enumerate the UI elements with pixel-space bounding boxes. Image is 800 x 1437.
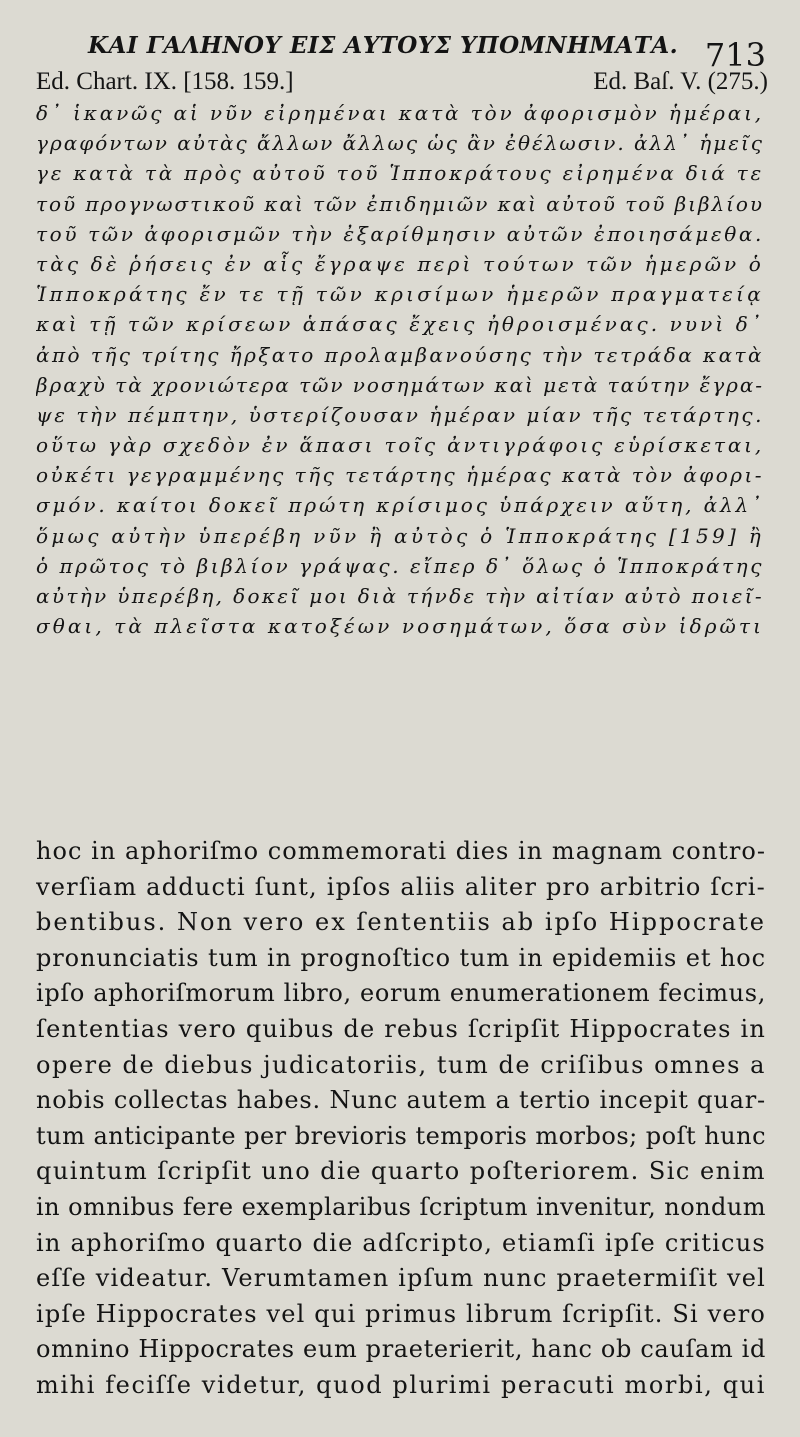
- greek-text-line: οὕτω γὰρ σχεδὸν ἐν ἅπασι τοῖς ἀντιγράφοις εὑρίσκεται,: [36, 433, 764, 458]
- latin-text-line: quintum ſcripſit uno die quarto poſteriorem. Sic enim: [36, 1157, 766, 1186]
- edition-reference-line: [36, 68, 768, 100]
- latin-text-line: in aphoriſmo quarto die adſcripto, etiamſi ipſe criticus: [36, 1228, 766, 1257]
- latin-text-line: verſiam adducti ſunt, ipſos aliis aliter pro arbitrio ſcri-: [36, 872, 766, 901]
- greek-text-block: [36, 98, 766, 641]
- greek-text-line: αὐτὴν ὑπερέβη, δοκεῖ μοι διὰ τήνδε τὴν αἰτίαν αὐτὸ ποιεῖ-: [36, 584, 764, 608]
- latin-text-line: tum anticipante per brevioris temporis morbos; poſt hunc: [36, 1121, 766, 1150]
- latin-text-line: eſſe videatur. Verumtamen ipſum nunc praetermiſit vel: [36, 1264, 766, 1293]
- edition-basel-reference: Ed. Baſ. V. (275.): [593, 68, 768, 95]
- latin-text-line: nobis collectas habes. Nunc autem a tertio incepit quar-: [36, 1086, 766, 1115]
- latin-text-line: ſententias vero quibus de rebus ſcripſit Hippocrates in: [36, 1014, 766, 1043]
- running-title: ΚΑΙ ΓΑΛΗΝΟΥ ΕΙΣ ΑΥΤΟΥΣ ΥΠΟΜΝΗΜΑΤΑ.: [88, 32, 679, 59]
- latin-text-line: mihi feciſſe videtur, quod plurimi peracuti morbi, qui: [36, 1370, 766, 1399]
- greek-text-line: δ᾽ ἱκανῶς αἱ νῦν εἰρημέναι κατὰ τὸν ἀφορισμὸν ἡμέραι,: [36, 101, 764, 125]
- page-number: 713: [704, 36, 766, 74]
- latin-text-line: opere de diebus judicatoriis, tum de criſibus omnes a: [36, 1050, 766, 1079]
- greek-text-line: βραχὺ τὰ χρονιώτερα τῶν νοσημάτων καὶ μετὰ ταύτην ἔγρα-: [36, 372, 764, 397]
- latin-text-line: ipſo aphoriſmorum libro, eorum enumerationem fecimus,: [36, 979, 766, 1008]
- latin-text-line: in omnibus fere exemplaribus ſcriptum invenitur, nondum: [36, 1192, 766, 1221]
- greek-text-line: σμόν. καίτοι δοκεῖ πρώτη κρίσιμος ὑπάρχειν αὕτη, ἀλλ᾽: [36, 493, 764, 518]
- edition-chart-reference: Ed. Chart. IX. [158. 159.]: [36, 68, 294, 95]
- greek-text-line: σθαι, τὰ πλεῖστα κατοξέων νοσημάτων, ὅσα σὺν ἱδρῶτι: [36, 614, 764, 639]
- greek-text-line: ψε τὴν πέμπτην, ὑστερίζουσαν ἡμέραν μίαν τῆς τετάρτης.: [36, 402, 764, 427]
- latin-text-line: pronunciatis tum in prognoſtico tum in epidemiis et hoc: [36, 943, 766, 972]
- greek-text-line: ὅμως αὐτὴν ὑπερέβη νῦν ἢ αὐτὸς ὁ Ἱπποκράτης [159] ἢ: [36, 523, 764, 548]
- greek-text-line: τοῦ τῶν ἀφορισμῶν τὴν ἐξαρίθμησιν αὐτῶν ἐποιησάμεθα.: [36, 221, 764, 246]
- latin-text-line: ipſe Hippocrates vel qui primus librum ſcripſit. Si vero: [36, 1299, 766, 1328]
- greek-text-line: ὁ πρῶτος τὸ βιβλίον γράψας. εἴπερ δ᾽ ὅλως ὁ Ἱπποκράτης: [36, 553, 764, 578]
- greek-text-line: γε κατὰ τὰ πρὸς αὐτοῦ τοῦ Ἱπποκράτους εἰρημένα διά τε: [36, 161, 764, 186]
- latin-text-block: [36, 834, 770, 1404]
- greek-text-line: ἀπὸ τῆς τρίτης ἤρξατο προλαμβανούσης τὴν τετράδα κατὰ: [36, 342, 764, 367]
- greek-text-line: γραφόντων αὐτὰς ἄλλων ἄλλως ὡς ἂν ἐθέλωσιν. ἀλλ᾽ ἡμεῖς: [36, 131, 764, 156]
- latin-text-line: hoc in aphoriſmo commemorati dies in magnam contro-: [36, 837, 766, 865]
- greek-text-line: Ἱπποκράτης ἔν τε τῇ τῶν κρισίμων ἡμερῶν πραγματείᾳ: [36, 282, 764, 307]
- greek-text-line: τὰς δὲ ῥήσεις ἐν αἷς ἔγραψε περὶ τούτων τῶν ἡμερῶν ὁ: [36, 251, 764, 276]
- greek-text-line: τοῦ προγνωστικοῦ καὶ τῶν ἐπιδημιῶν καὶ αὐτοῦ τοῦ βιβλίου: [36, 191, 764, 216]
- greek-text-line: καὶ τῇ τῶν κρίσεων ἁπάσας ἔχεις ἠθροισμένας. νυνὶ δ᾽: [36, 312, 764, 337]
- latin-text-line: bentibus. Non vero ex ſententiis ab ipſo Hippocrate: [36, 908, 766, 937]
- latin-text-line: omnino Hippocrates eum praeterierit, hanc ob cauſam id: [36, 1335, 766, 1364]
- greek-text-line: οὐκέτι γεγραμμένης τῆς τετάρτης ἡμέρας κατὰ τὸν ἀφορι-: [36, 463, 764, 488]
